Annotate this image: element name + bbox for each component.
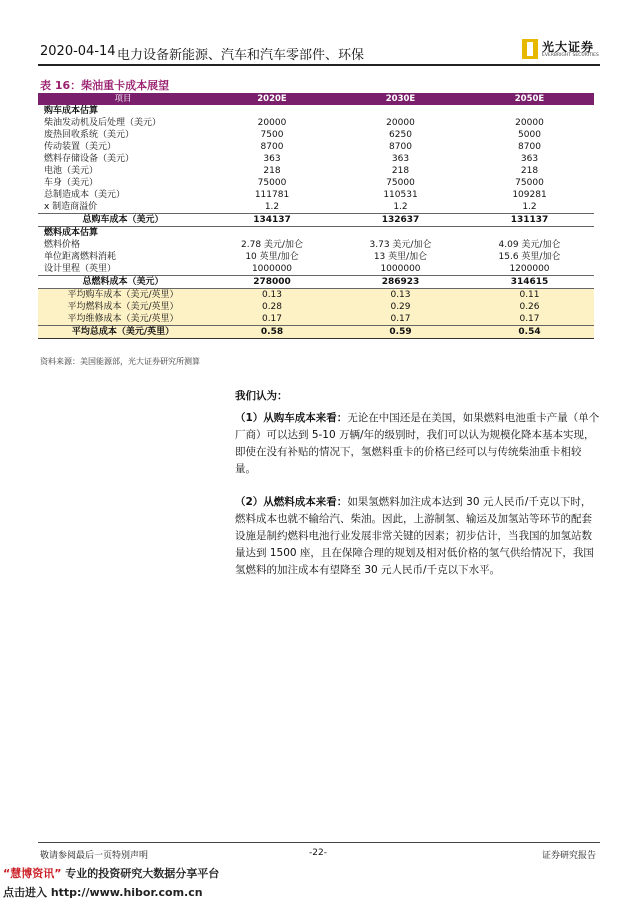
row-value: 218: [263, 166, 281, 176]
row-value: 1.2: [393, 202, 408, 212]
table-title: 表 16：柴油重卡成本展望: [40, 79, 170, 92]
table-source: 资料来源：美国能源部，光大证券研究所测算: [40, 357, 200, 366]
table-header-row: [38, 93, 594, 105]
row-label: 平均总成本（美元/英里）: [38, 326, 208, 339]
row-label: 车身（美元）: [44, 178, 99, 188]
row-value: [465, 227, 594, 240]
report-date: 2020-04-14: [40, 44, 116, 59]
row-value: 7500: [260, 130, 284, 140]
paragraph-purchase-cost: [235, 410, 600, 478]
row-value: 1200000: [509, 264, 550, 274]
promo-banner: [3, 865, 219, 881]
table-row: [38, 153, 594, 165]
row-value: 15.6 英里/加仑: [498, 252, 561, 262]
footer-divider: [38, 842, 600, 843]
section-row: [38, 227, 594, 240]
table-row: [38, 201, 594, 214]
header-2030: 2030E: [336, 93, 465, 105]
table-row: [38, 239, 594, 251]
row-value: 278000: [208, 276, 336, 289]
row-value: 6250: [389, 130, 412, 140]
table-row: [38, 251, 594, 263]
table-row: [38, 129, 594, 141]
row-value: 0.59: [336, 326, 465, 339]
row-value: 314615: [465, 276, 594, 289]
row-label: x 制造商溢价: [44, 202, 98, 212]
section-heading: 我们认为：: [235, 390, 288, 402]
row-value: 0.13: [208, 289, 336, 302]
logo-name: 光大证券: [542, 40, 595, 54]
row-value: [208, 105, 336, 117]
row-value: 1000000: [251, 264, 293, 274]
row-value: 132637: [336, 214, 465, 227]
footer-disclaimer: 敬请参阅最后一页特别声明: [40, 851, 149, 861]
row-label: 传动装置（美元）: [44, 142, 117, 152]
row-label: 总制造成本（美元）: [44, 190, 126, 200]
table-row: [38, 141, 594, 153]
logo-mark-icon: [522, 39, 538, 59]
row-value: 13 英里/加仑: [373, 252, 428, 262]
row-label: 单位距离燃料消耗: [44, 252, 117, 262]
row-value: 20000: [257, 118, 287, 128]
cost-outlook-table: [38, 93, 594, 339]
paragraph-text: 无论在中国还是在美国，如果燃料电池重卡产量（单个厂商）可以达到 5-10 万辆/年的级别时，我们可以认为规模化降本基本实现，即使在没有补贴的情况下，氢燃料重卡的价格已经可以与传统柴油重卡相较量。: [235, 412, 600, 475]
row-value: 131137: [465, 214, 594, 227]
row-value: 0.28: [208, 301, 336, 313]
row-value: 134137: [208, 214, 336, 227]
row-value: 5000: [518, 130, 541, 140]
promo-tagline: 专业的投资研究大数据分享平台: [61, 867, 220, 880]
report-sector: 电力设备新能源、汽车和汽车零部件、环保: [117, 48, 365, 63]
row-value: 0.26: [465, 301, 594, 313]
promo-link[interactable]: 点击进入 http://www.hibor.com.cn: [3, 886, 203, 899]
row-value: [208, 227, 336, 240]
row-value: 363: [391, 154, 410, 164]
row-value: 0.29: [336, 301, 465, 313]
row-value: 0.58: [208, 326, 336, 339]
header-2020: 2020E: [208, 93, 336, 105]
header-divider: [38, 64, 600, 66]
header-item: 项目: [38, 93, 208, 105]
row-value: [336, 105, 465, 117]
row-label: 废热回收系统（美元）: [44, 130, 135, 140]
row-value: 75000: [386, 178, 415, 188]
row-value: 2.78 美元/加仑: [241, 240, 303, 250]
row-value: 1.2: [522, 202, 537, 212]
table-row: [38, 177, 594, 189]
promo-brand: “慧博资讯”: [3, 867, 62, 880]
row-value: 10 英里/加仑: [245, 252, 299, 262]
table-row: [38, 165, 594, 177]
row-label: 设计里程（英里）: [44, 264, 117, 274]
average-row: [38, 289, 594, 302]
row-value: 0.13: [336, 289, 465, 302]
row-value: 218: [391, 166, 410, 176]
row-label: 总燃料成本（美元）: [38, 276, 208, 289]
table-body: [38, 105, 594, 339]
row-label: 总购车成本（美元）: [38, 214, 208, 227]
row-value: 75000: [257, 178, 287, 188]
row-value: 110531: [383, 190, 418, 200]
row-value: 363: [520, 154, 539, 164]
paragraph-lead: （1）从购车成本来看：: [235, 412, 348, 424]
grand-total-row: [38, 326, 594, 339]
header-2050: 2050E: [465, 93, 594, 105]
section-row: [38, 105, 594, 117]
table-row: [38, 189, 594, 201]
row-value: 111781: [254, 190, 290, 200]
logo-subtitle: EVERBRIGHT SECURITIES: [542, 53, 599, 58]
row-value: 8700: [518, 142, 541, 152]
row-label: 燃料价格: [44, 240, 81, 250]
average-row: [38, 301, 594, 313]
row-label: 购车成本估算: [44, 106, 99, 116]
row-value: 20000: [515, 118, 544, 128]
paragraph-fuel-cost: [235, 494, 600, 579]
row-label: 平均购车成本（美元/英里）: [38, 289, 208, 302]
footer-report-type: 证券研究报告: [542, 851, 597, 861]
row-value: 4.09 美元/加仑: [498, 240, 561, 250]
row-value: 0.17: [208, 313, 336, 326]
row-value: 3.73 美元/加仑: [369, 240, 432, 250]
row-value: 8700: [389, 142, 412, 152]
row-value: 286923: [336, 276, 465, 289]
row-value: 1.2: [264, 202, 280, 212]
table-row: [38, 117, 594, 129]
row-value: 218: [520, 166, 539, 176]
row-value: [465, 105, 594, 117]
row-value: 363: [263, 154, 281, 164]
table-row: [38, 263, 594, 276]
row-label: 燃料成本估算: [44, 228, 99, 238]
row-value: 20000: [386, 118, 415, 128]
row-label: 柴油发动机及后处理（美元）: [44, 118, 162, 128]
row-label: 平均燃料成本（美元/英里）: [38, 301, 208, 313]
page-number: -22-: [309, 848, 327, 858]
row-value: 75000: [515, 178, 544, 188]
row-value: 1000000: [380, 264, 421, 274]
company-logo: [522, 38, 602, 62]
row-value: 0.11: [465, 289, 594, 302]
paragraph-lead: （2）从燃料成本来看：: [235, 496, 348, 508]
row-value: 8700: [260, 142, 284, 152]
row-value: 0.17: [465, 313, 594, 326]
average-row: [38, 313, 594, 326]
total-row: [38, 214, 594, 227]
row-label: 电池（美元）: [44, 166, 99, 176]
row-value: [336, 227, 465, 240]
total-row: [38, 276, 594, 289]
row-value: 0.17: [336, 313, 465, 326]
row-label: 平均维修成本（美元/英里）: [38, 313, 208, 326]
row-value: 109281: [512, 190, 547, 200]
row-label: 燃料存储设备（美元）: [44, 154, 135, 164]
paragraph-text: 如果氢燃料加注成本达到 30 元人民币/千克以下时，燃料成本也就不输给汽、柴油。因此，上游制氢、输运及加氢站等环节的配套设施是制约燃料电池行业发展非常关键的因素；初步估计，当我国的加氢站数量达到 1500 座，且在保障合理的规划及相对低价格的氢气供给情况下，我国氢燃料的加注成本有望降至 30 元人民币/千克以下水平。: [235, 496, 594, 576]
row-value: 0.54: [465, 326, 594, 339]
